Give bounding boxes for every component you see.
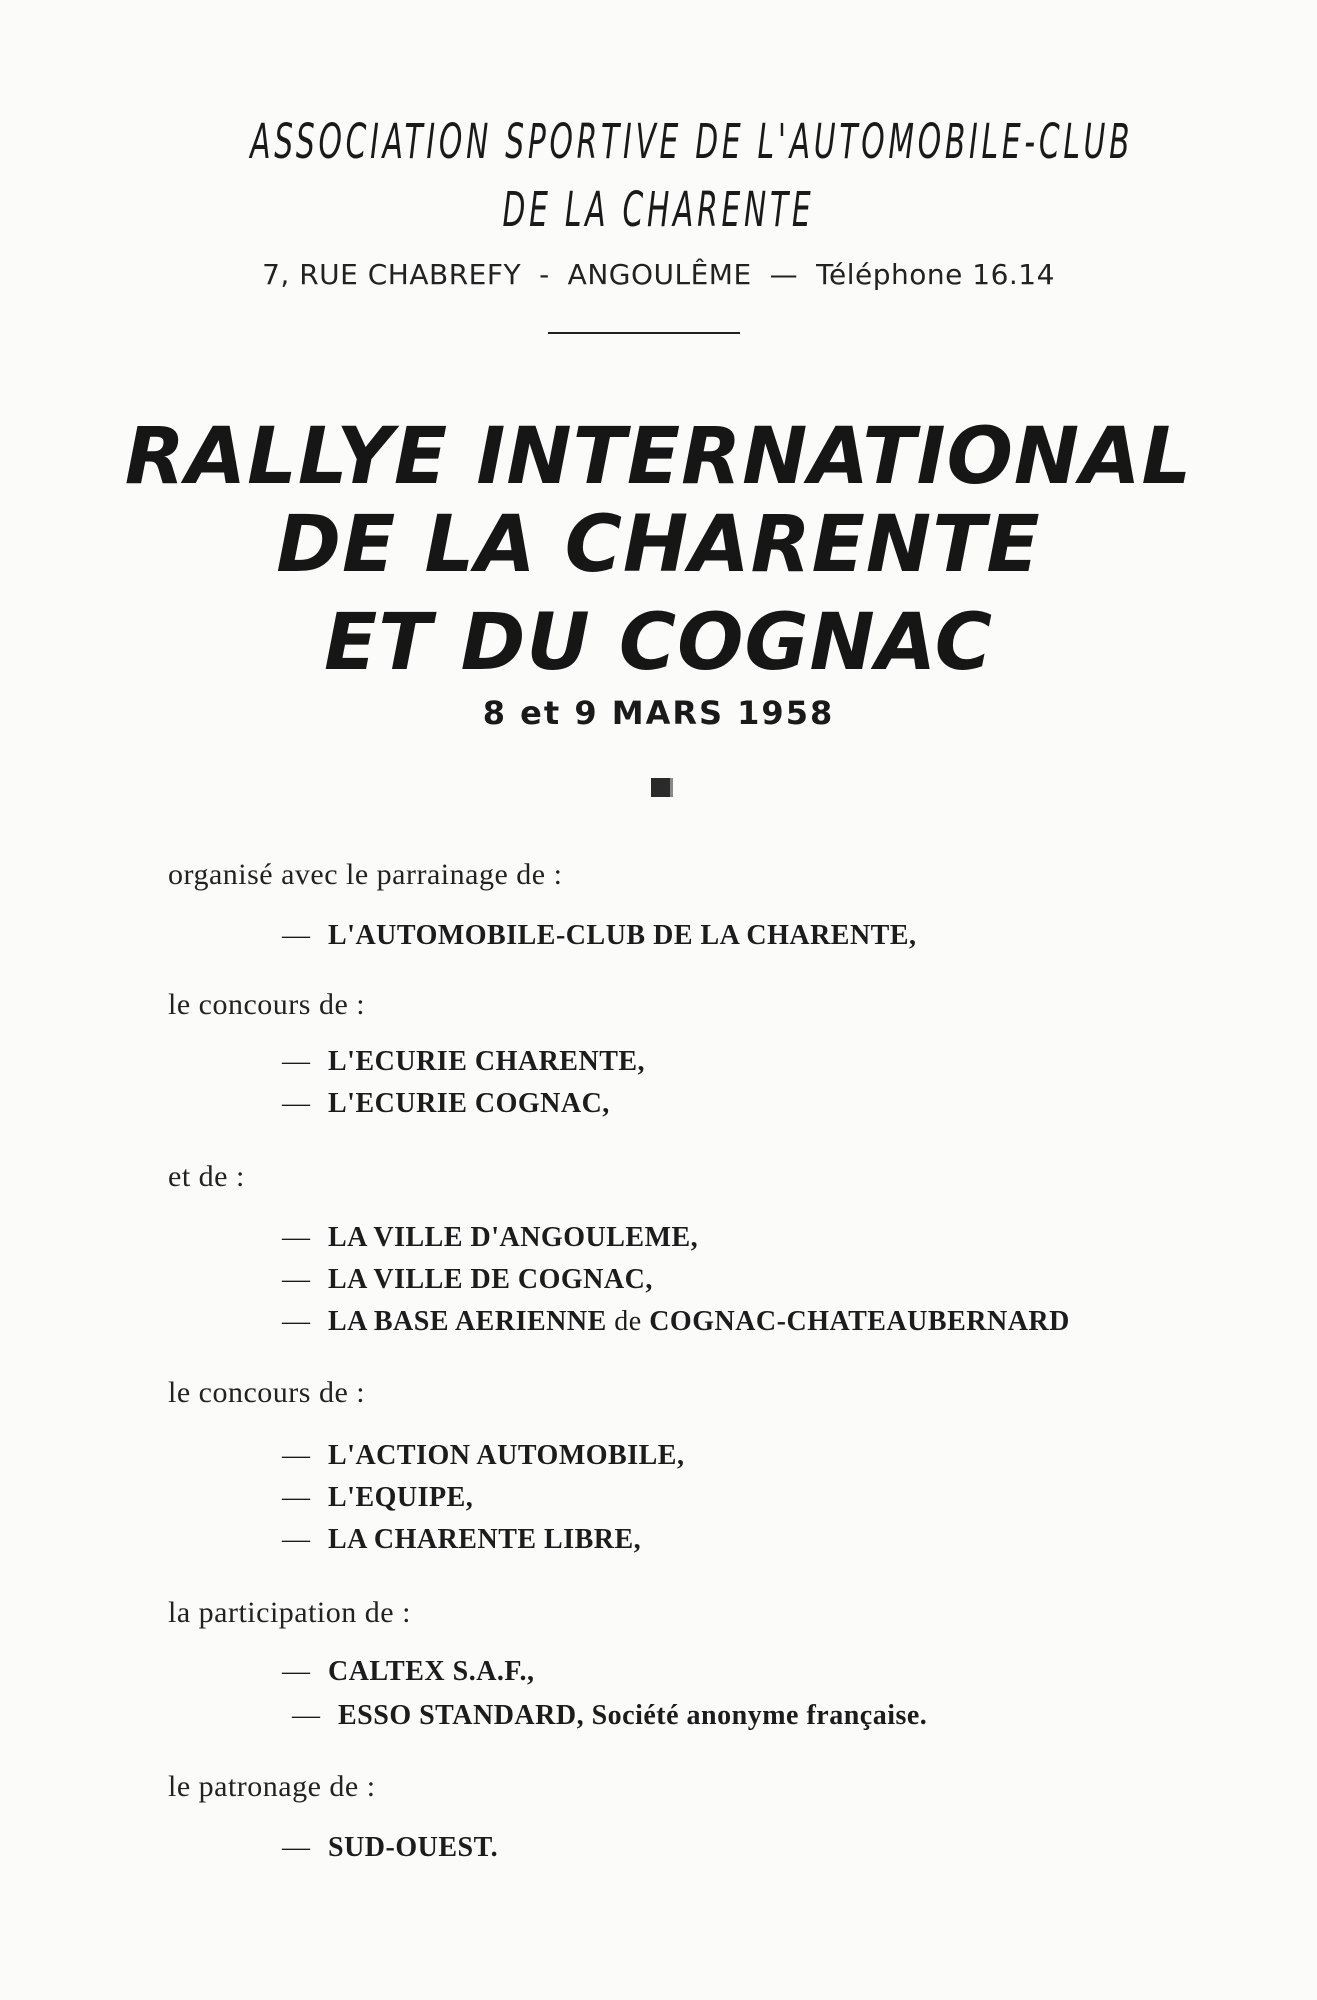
header-divider [548, 332, 740, 334]
dash: — [282, 1440, 311, 1471]
address-line [0, 258, 1317, 291]
item-text: LA CHARENTE LIBRE, [328, 1524, 642, 1555]
list-item [282, 1440, 684, 1472]
phone-number: Téléphone 16.14 [816, 258, 1055, 291]
rally-date: 8 et 9 MARS 1958 [482, 694, 835, 732]
item-text: SUD-OUEST. [328, 1832, 499, 1863]
item-text: Société anonyme française. [591, 1700, 928, 1731]
rally-title-line3: ET DU COGNAC [324, 598, 993, 688]
list-item [292, 1700, 927, 1732]
item-text: LA BASE AERIENNE [328, 1306, 607, 1337]
section-label: la participation de : [168, 1596, 411, 1629]
item-text: CALTEX S.A.F., [328, 1656, 535, 1687]
list-item [282, 1222, 698, 1254]
address-separator: — [769, 258, 799, 291]
item-text: LA VILLE DE COGNAC, [328, 1264, 653, 1295]
list-item [282, 1088, 610, 1120]
section-label: le concours de : [168, 988, 366, 1021]
list-item [282, 1832, 498, 1864]
dash: — [282, 1264, 311, 1295]
ornament-square-icon [651, 778, 673, 797]
rally-title-line2: DE LA CHARENTE [276, 500, 1041, 590]
list-item [282, 920, 917, 952]
list-item [282, 1306, 1070, 1338]
dash: — [282, 1482, 311, 1513]
section-label: organisé avec le parrainage de : [168, 858, 563, 891]
section-label: et de : [168, 1160, 245, 1193]
dash: — [282, 1306, 311, 1337]
section-label: le concours de : [168, 1376, 366, 1409]
dash: — [282, 1524, 311, 1555]
street-address: 7, RUE CHABREFY [262, 258, 522, 291]
list-item [282, 1264, 653, 1296]
section-label: le patronage de : [168, 1770, 376, 1803]
list-item [282, 1524, 641, 1556]
item-text: L'ECURIE COGNAC, [328, 1088, 610, 1119]
item-text: LA VILLE D'ANGOULEME, [328, 1222, 699, 1253]
dash: — [292, 1700, 321, 1731]
item-text: de [614, 1306, 642, 1337]
dash: — [282, 1222, 311, 1253]
association-name-line2: DE LA CHARENTE [502, 182, 815, 238]
item-text: L'ECURIE CHARENTE, [328, 1046, 646, 1077]
rally-title-line1: RALLYE INTERNATIONAL [124, 412, 1193, 502]
item-text: L'ACTION AUTOMOBILE, [328, 1440, 685, 1471]
association-name-line1: ASSOCIATION SPORTIVE DE L'AUTOMOBILE-CLUB [250, 114, 1134, 170]
list-item [282, 1482, 473, 1514]
list-item [282, 1046, 645, 1078]
item-text: ESSO STANDARD, [338, 1700, 585, 1731]
dash: — [282, 1088, 311, 1119]
list-item [282, 1656, 534, 1688]
dash: — [282, 1656, 311, 1687]
address-separator: - [539, 258, 550, 291]
dash: — [282, 920, 311, 951]
city-name: ANGOULÊME [567, 258, 752, 291]
item-text: COGNAC-CHATEAUBERNARD [649, 1306, 1070, 1337]
dash: — [282, 1832, 311, 1863]
item-text: L'AUTOMOBILE-CLUB DE LA CHARENTE, [328, 920, 917, 951]
item-text: L'EQUIPE, [328, 1482, 474, 1513]
dash: — [282, 1046, 311, 1077]
